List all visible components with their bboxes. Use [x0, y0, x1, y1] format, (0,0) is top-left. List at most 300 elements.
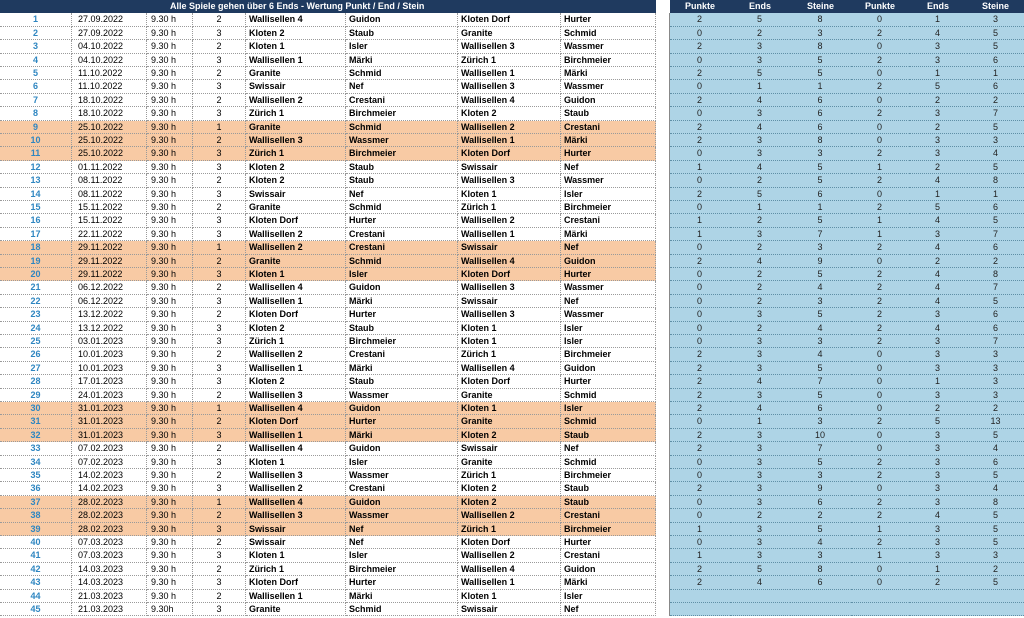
team-2-name[interactable]: Kloten Dorf [458, 536, 561, 549]
team-2-skip[interactable]: Birchmeier [561, 201, 656, 214]
game-date[interactable]: 01.11.2022 [72, 161, 147, 174]
team-2-ends[interactable]: 3 [909, 469, 967, 482]
team-1-punkte[interactable]: 2 [670, 348, 730, 361]
team-2-name[interactable]: Wallisellen 4 [458, 563, 561, 576]
team-1-skip[interactable]: Isler [346, 456, 458, 469]
team-1-skip[interactable]: Wassmer [346, 134, 458, 147]
team-1-steine[interactable] [790, 603, 851, 616]
team-2-name[interactable]: Wallisellen 1 [458, 228, 561, 241]
team-2-ends[interactable]: 3 [909, 147, 967, 160]
team-1-ends[interactable]: 1 [730, 201, 790, 214]
team-2-ends[interactable]: 3 [909, 456, 967, 469]
team-2-steine[interactable]: 6 [967, 308, 1024, 321]
team-1-punkte[interactable]: 0 [670, 496, 730, 509]
team-1-ends[interactable]: 5 [730, 563, 790, 576]
team-2-steine[interactable]: 5 [967, 509, 1024, 522]
team-1-punkte[interactable]: 1 [670, 214, 730, 227]
lane-number[interactable]: 3 [193, 456, 246, 469]
team-2-ends[interactable]: 4 [909, 268, 967, 281]
game-time[interactable]: 9.30 h [147, 523, 193, 536]
game-number[interactable]: 20 [0, 268, 72, 281]
team-2-steine[interactable]: 8 [967, 268, 1024, 281]
team-1-name[interactable]: Wallisellen 3 [246, 509, 346, 522]
team-2-ends[interactable]: 3 [909, 549, 967, 562]
game-time[interactable]: 9.30 h [147, 308, 193, 321]
game-time[interactable]: 9.30 h [147, 188, 193, 201]
team-2-skip[interactable]: Wassmer [561, 80, 656, 93]
team-1-punkte[interactable]: 0 [670, 147, 730, 160]
team-2-punkte[interactable]: 2 [851, 456, 909, 469]
lane-number[interactable]: 2 [193, 469, 246, 482]
lane-number[interactable]: 3 [193, 429, 246, 442]
team-1-steine[interactable]: 8 [790, 563, 851, 576]
team-2-skip[interactable]: Guidon [561, 362, 656, 375]
lane-number[interactable]: 1 [193, 496, 246, 509]
team-2-name[interactable]: Zürich 1 [458, 348, 561, 361]
team-1-ends[interactable]: 2 [730, 174, 790, 187]
game-date[interactable]: 31.01.2023 [72, 415, 147, 428]
game-time[interactable]: 9.30 h [147, 576, 193, 589]
team-2-name[interactable]: Granite [458, 27, 561, 40]
team-1-punkte[interactable]: 2 [670, 402, 730, 415]
team-2-ends[interactable]: 3 [909, 536, 967, 549]
game-date[interactable]: 04.10.2022 [72, 54, 147, 67]
game-date[interactable]: 24.01.2023 [72, 389, 147, 402]
game-time[interactable]: 9.30 h [147, 456, 193, 469]
game-date[interactable]: 10.01.2023 [72, 362, 147, 375]
team-1-punkte[interactable]: 1 [670, 523, 730, 536]
team-2-name[interactable]: Kloten 1 [458, 402, 561, 415]
team-1-steine[interactable]: 5 [790, 456, 851, 469]
team-2-steine[interactable]: 6 [967, 241, 1024, 254]
game-number[interactable]: 19 [0, 255, 72, 268]
game-date[interactable]: 29.11.2022 [72, 268, 147, 281]
team-2-ends[interactable]: 4 [909, 214, 967, 227]
team-1-punkte[interactable]: 0 [670, 174, 730, 187]
lane-number[interactable]: 2 [193, 40, 246, 53]
team-2-ends[interactable]: 4 [909, 281, 967, 294]
game-number[interactable]: 13 [0, 174, 72, 187]
game-date[interactable]: 14.03.2023 [72, 576, 147, 589]
team-1-steine[interactable]: 5 [790, 67, 851, 80]
game-time[interactable]: 9.30 h [147, 13, 193, 26]
team-1-ends[interactable]: 1 [730, 80, 790, 93]
team-1-punkte[interactable]: 2 [670, 13, 730, 26]
team-1-steine[interactable]: 5 [790, 523, 851, 536]
lane-number[interactable]: 3 [193, 80, 246, 93]
game-date[interactable]: 28.02.2023 [72, 509, 147, 522]
team-1-skip[interactable]: Staub [346, 174, 458, 187]
team-1-name[interactable]: Wallisellen 1 [246, 295, 346, 308]
team-2-punkte[interactable]: 0 [851, 13, 909, 26]
team-1-skip[interactable]: Guidon [346, 496, 458, 509]
game-date[interactable]: 29.11.2022 [72, 241, 147, 254]
team-1-punkte[interactable]: 2 [670, 429, 730, 442]
team-1-punkte[interactable]: 2 [670, 389, 730, 402]
team-2-ends[interactable]: 3 [909, 429, 967, 442]
team-1-steine[interactable]: 4 [790, 322, 851, 335]
team-1-name[interactable]: Wallisellen 3 [246, 389, 346, 402]
game-time[interactable]: 9.30 h [147, 429, 193, 442]
team-1-ends[interactable]: 4 [730, 402, 790, 415]
team-1-name[interactable]: Kloten Dorf [246, 308, 346, 321]
team-1-punkte[interactable]: 0 [670, 509, 730, 522]
team-1-skip[interactable]: Guidon [346, 402, 458, 415]
team-2-punkte[interactable]: 2 [851, 80, 909, 93]
team-2-steine[interactable]: 5 [967, 121, 1024, 134]
team-2-ends[interactable]: 1 [909, 13, 967, 26]
team-1-punkte[interactable]: 2 [670, 40, 730, 53]
game-time[interactable]: 9.30 h [147, 268, 193, 281]
game-number[interactable]: 4 [0, 54, 72, 67]
team-2-steine[interactable]: 6 [967, 80, 1024, 93]
team-2-name[interactable]: Wallisellen 4 [458, 255, 561, 268]
game-time[interactable]: 9.30 h [147, 295, 193, 308]
lane-number[interactable]: 3 [193, 161, 246, 174]
game-time[interactable]: 9.30 h [147, 469, 193, 482]
team-1-ends[interactable]: 2 [730, 322, 790, 335]
team-2-ends[interactable]: 2 [909, 161, 967, 174]
team-2-steine[interactable]: 5 [967, 523, 1024, 536]
game-time[interactable]: 9.30 h [147, 348, 193, 361]
team-2-name[interactable]: Kloten 2 [458, 107, 561, 120]
team-2-punkte[interactable]: 1 [851, 214, 909, 227]
team-1-punkte[interactable]: 2 [670, 188, 730, 201]
team-2-name[interactable]: Swissair [458, 295, 561, 308]
team-2-punkte[interactable]: 0 [851, 389, 909, 402]
team-1-ends[interactable]: 3 [730, 429, 790, 442]
team-1-punkte[interactable]: 0 [670, 322, 730, 335]
team-2-ends[interactable]: 3 [909, 348, 967, 361]
game-number[interactable]: 45 [0, 603, 72, 616]
team-2-punkte[interactable]: 0 [851, 188, 909, 201]
team-2-skip[interactable]: Märki [561, 134, 656, 147]
team-2-steine[interactable]: 6 [967, 54, 1024, 67]
game-time[interactable]: 9.30 h [147, 402, 193, 415]
team-1-name[interactable]: Kloten 2 [246, 322, 346, 335]
lane-number[interactable]: 2 [193, 281, 246, 294]
team-1-steine[interactable]: 5 [790, 174, 851, 187]
team-2-punkte[interactable]: 2 [851, 27, 909, 40]
team-1-steine[interactable]: 5 [790, 362, 851, 375]
team-1-ends[interactable]: 3 [730, 107, 790, 120]
game-date[interactable]: 27.09.2022 [72, 27, 147, 40]
team-2-ends[interactable]: 2 [909, 402, 967, 415]
team-2-name[interactable]: Wallisellen 1 [458, 576, 561, 589]
team-1-name[interactable]: Kloten Dorf [246, 214, 346, 227]
team-1-ends[interactable]: 3 [730, 362, 790, 375]
team-2-name[interactable]: Zürich 1 [458, 54, 561, 67]
game-time[interactable]: 9.30 h [147, 54, 193, 67]
team-2-skip[interactable]: Schmid [561, 27, 656, 40]
team-2-steine[interactable]: 7 [967, 281, 1024, 294]
team-2-ends[interactable]: 1 [909, 188, 967, 201]
lane-number[interactable]: 3 [193, 54, 246, 67]
team-1-name[interactable]: Wallisellen 4 [246, 496, 346, 509]
team-2-skip[interactable]: Hurter [561, 375, 656, 388]
game-date[interactable]: 14.03.2023 [72, 563, 147, 576]
team-2-name[interactable]: Wallisellen 1 [458, 134, 561, 147]
game-time[interactable]: 9.30 h [147, 147, 193, 160]
team-2-skip[interactable]: Nef [561, 241, 656, 254]
team-1-steine[interactable]: 4 [790, 348, 851, 361]
team-1-skip[interactable]: Birchmeier [346, 563, 458, 576]
team-2-punkte[interactable]: 0 [851, 94, 909, 107]
lane-number[interactable]: 3 [193, 228, 246, 241]
team-1-name[interactable]: Zürich 1 [246, 147, 346, 160]
team-2-punkte[interactable]: 1 [851, 161, 909, 174]
team-1-punkte[interactable]: 2 [670, 134, 730, 147]
game-time[interactable]: 9.30 h [147, 107, 193, 120]
team-1-skip[interactable]: Schmid [346, 201, 458, 214]
game-number[interactable]: 41 [0, 549, 72, 562]
team-1-punkte[interactable]: 0 [670, 281, 730, 294]
game-number[interactable]: 29 [0, 389, 72, 402]
team-2-punkte[interactable]: 2 [851, 335, 909, 348]
team-1-steine[interactable]: 5 [790, 161, 851, 174]
team-1-ends[interactable]: 3 [730, 456, 790, 469]
team-1-name[interactable]: Wallisellen 2 [246, 228, 346, 241]
team-1-skip[interactable]: Staub [346, 27, 458, 40]
game-number[interactable]: 1 [0, 13, 72, 26]
team-1-punkte[interactable]: 0 [670, 469, 730, 482]
lane-number[interactable]: 2 [193, 94, 246, 107]
team-1-punkte[interactable]: 2 [670, 121, 730, 134]
game-number[interactable]: 15 [0, 201, 72, 214]
team-1-punkte[interactable]: 2 [670, 442, 730, 455]
team-1-skip[interactable]: Isler [346, 268, 458, 281]
team-1-ends[interactable]: 3 [730, 54, 790, 67]
team-1-skip[interactable]: Hurter [346, 308, 458, 321]
team-1-punkte[interactable]: 2 [670, 67, 730, 80]
team-2-name[interactable]: Wallisellen 3 [458, 80, 561, 93]
lane-number[interactable]: 3 [193, 549, 246, 562]
game-number[interactable]: 28 [0, 375, 72, 388]
team-2-skip[interactable]: Guidon [561, 94, 656, 107]
team-1-name[interactable]: Kloten 1 [246, 456, 346, 469]
team-2-punkte[interactable]: 2 [851, 496, 909, 509]
game-time[interactable]: 9.30 h [147, 335, 193, 348]
team-1-steine[interactable]: 8 [790, 134, 851, 147]
team-1-ends[interactable]: 3 [730, 40, 790, 53]
team-1-punkte[interactable]: 0 [670, 456, 730, 469]
team-1-punkte[interactable]: 2 [670, 563, 730, 576]
game-number[interactable]: 12 [0, 161, 72, 174]
team-1-skip[interactable]: Guidon [346, 442, 458, 455]
team-2-punkte[interactable]: 1 [851, 228, 909, 241]
lane-number[interactable]: 3 [193, 362, 246, 375]
game-time[interactable]: 9.30 h [147, 94, 193, 107]
team-2-skip[interactable]: Wassmer [561, 308, 656, 321]
team-2-punkte[interactable]: 0 [851, 375, 909, 388]
team-2-skip[interactable]: Staub [561, 482, 656, 495]
game-time[interactable]: 9.30 h [147, 415, 193, 428]
team-2-name[interactable]: Wallisellen 3 [458, 174, 561, 187]
team-1-ends[interactable]: 4 [730, 161, 790, 174]
lane-number[interactable]: 3 [193, 576, 246, 589]
team-2-punkte[interactable]: 1 [851, 549, 909, 562]
team-1-steine[interactable]: 4 [790, 281, 851, 294]
team-1-name[interactable]: Wallisellen 2 [246, 94, 346, 107]
team-1-steine[interactable]: 5 [790, 54, 851, 67]
col-header-ends-2[interactable]: Ends [909, 0, 967, 13]
game-number[interactable]: 16 [0, 214, 72, 227]
team-1-ends[interactable]: 5 [730, 188, 790, 201]
team-2-punkte[interactable]: 2 [851, 54, 909, 67]
team-1-skip[interactable]: Crestani [346, 94, 458, 107]
team-1-ends[interactable]: 3 [730, 496, 790, 509]
team-2-skip[interactable]: Staub [561, 496, 656, 509]
team-1-ends[interactable]: 3 [730, 549, 790, 562]
team-1-ends[interactable]: 2 [730, 27, 790, 40]
team-2-steine[interactable]: 7 [967, 335, 1024, 348]
game-date[interactable]: 13.12.2022 [72, 322, 147, 335]
team-2-skip[interactable]: Crestani [561, 214, 656, 227]
game-time[interactable]: 9.30 h [147, 375, 193, 388]
team-2-name[interactable]: Swissair [458, 603, 561, 616]
team-1-name[interactable]: Wallisellen 4 [246, 442, 346, 455]
team-1-ends[interactable]: 3 [730, 536, 790, 549]
lane-number[interactable]: 3 [193, 335, 246, 348]
game-number[interactable]: 44 [0, 590, 72, 603]
team-1-ends[interactable]: 4 [730, 375, 790, 388]
lane-number[interactable]: 2 [193, 563, 246, 576]
game-date[interactable]: 18.10.2022 [72, 107, 147, 120]
team-1-name[interactable]: Wallisellen 1 [246, 362, 346, 375]
lane-number[interactable]: 2 [193, 442, 246, 455]
team-1-skip[interactable]: Wassmer [346, 389, 458, 402]
team-2-punkte[interactable]: 2 [851, 308, 909, 321]
team-2-punkte[interactable] [851, 603, 909, 616]
team-1-steine[interactable]: 9 [790, 482, 851, 495]
team-2-skip[interactable]: Märki [561, 576, 656, 589]
team-1-ends[interactable] [730, 590, 790, 603]
team-2-skip[interactable]: Hurter [561, 13, 656, 26]
lane-number[interactable]: 2 [193, 536, 246, 549]
team-1-ends[interactable]: 3 [730, 308, 790, 321]
team-1-punkte[interactable]: 0 [670, 536, 730, 549]
game-time[interactable]: 9.30 h [147, 174, 193, 187]
team-1-ends[interactable]: 4 [730, 94, 790, 107]
team-1-steine[interactable]: 8 [790, 40, 851, 53]
team-1-name[interactable]: Wallisellen 1 [246, 429, 346, 442]
team-1-ends[interactable]: 4 [730, 576, 790, 589]
team-2-skip[interactable]: Staub [561, 107, 656, 120]
team-2-name[interactable]: Wallisellen 3 [458, 281, 561, 294]
team-2-steine[interactable] [967, 590, 1024, 603]
game-date[interactable]: 11.10.2022 [72, 67, 147, 80]
team-2-name[interactable]: Wallisellen 4 [458, 94, 561, 107]
lane-number[interactable]: 3 [193, 107, 246, 120]
game-time[interactable]: 9.30 h [147, 40, 193, 53]
game-number[interactable]: 32 [0, 429, 72, 442]
game-date[interactable]: 15.11.2022 [72, 214, 147, 227]
game-time[interactable]: 9.30 h [147, 27, 193, 40]
team-1-ends[interactable]: 3 [730, 482, 790, 495]
lane-number[interactable]: 3 [193, 482, 246, 495]
team-2-ends[interactable] [909, 590, 967, 603]
team-1-skip[interactable]: Hurter [346, 415, 458, 428]
team-1-name[interactable]: Kloten 1 [246, 268, 346, 281]
team-1-name[interactable]: Kloten 2 [246, 161, 346, 174]
team-2-steine[interactable]: 5 [967, 214, 1024, 227]
game-number[interactable]: 2 [0, 27, 72, 40]
game-time[interactable]: 9.30 h [147, 496, 193, 509]
game-number[interactable]: 9 [0, 121, 72, 134]
team-1-punkte[interactable]: 2 [670, 576, 730, 589]
team-2-steine[interactable]: 6 [967, 201, 1024, 214]
team-2-steine[interactable]: 5 [967, 536, 1024, 549]
team-1-steine[interactable] [790, 590, 851, 603]
team-2-steine[interactable]: 5 [967, 161, 1024, 174]
team-2-ends[interactable]: 3 [909, 107, 967, 120]
team-2-skip[interactable]: Märki [561, 228, 656, 241]
team-1-steine[interactable]: 3 [790, 549, 851, 562]
team-2-name[interactable]: Zürich 1 [458, 201, 561, 214]
team-1-steine[interactable]: 7 [790, 442, 851, 455]
team-1-ends[interactable]: 3 [730, 228, 790, 241]
game-date[interactable]: 28.02.2023 [72, 523, 147, 536]
game-time[interactable]: 9.30 h [147, 590, 193, 603]
game-date[interactable]: 06.12.2022 [72, 295, 147, 308]
team-2-name[interactable]: Wallisellen 2 [458, 121, 561, 134]
team-2-ends[interactable]: 3 [909, 308, 967, 321]
team-2-ends[interactable]: 3 [909, 335, 967, 348]
team-2-ends[interactable] [909, 603, 967, 616]
team-1-name[interactable]: Wallisellen 4 [246, 281, 346, 294]
team-2-name[interactable]: Wallisellen 4 [458, 362, 561, 375]
game-date[interactable]: 07.03.2023 [72, 536, 147, 549]
team-2-steine[interactable]: 5 [967, 295, 1024, 308]
team-2-skip[interactable]: Isler [561, 590, 656, 603]
game-date[interactable]: 03.01.2023 [72, 335, 147, 348]
lane-number[interactable]: 3 [193, 295, 246, 308]
game-date[interactable]: 04.10.2022 [72, 40, 147, 53]
lane-number[interactable]: 3 [193, 322, 246, 335]
team-1-steine[interactable]: 1 [790, 80, 851, 93]
lane-number[interactable]: 2 [193, 348, 246, 361]
team-2-steine[interactable]: 3 [967, 549, 1024, 562]
col-header-punkte-1[interactable]: Punkte [670, 0, 730, 13]
game-date[interactable]: 29.11.2022 [72, 255, 147, 268]
team-2-ends[interactable]: 1 [909, 375, 967, 388]
team-2-name[interactable]: Swissair [458, 161, 561, 174]
team-1-skip[interactable]: Nef [346, 523, 458, 536]
game-date[interactable]: 25.10.2022 [72, 147, 147, 160]
team-1-name[interactable]: Zürich 1 [246, 563, 346, 576]
game-date[interactable]: 07.03.2023 [72, 549, 147, 562]
game-number[interactable]: 23 [0, 308, 72, 321]
team-1-name[interactable]: Swissair [246, 536, 346, 549]
team-2-skip[interactable]: Isler [561, 322, 656, 335]
team-1-ends[interactable]: 2 [730, 509, 790, 522]
team-2-name[interactable]: Kloten 1 [458, 322, 561, 335]
game-time[interactable]: 9.30 h [147, 80, 193, 93]
team-2-ends[interactable]: 3 [909, 134, 967, 147]
game-time[interactable]: 9.30 h [147, 214, 193, 227]
team-2-steine[interactable]: 3 [967, 362, 1024, 375]
team-2-ends[interactable]: 1 [909, 563, 967, 576]
game-number[interactable]: 26 [0, 348, 72, 361]
team-1-steine[interactable]: 7 [790, 228, 851, 241]
team-1-punkte[interactable]: 0 [670, 80, 730, 93]
team-1-name[interactable]: Wallisellen 2 [246, 482, 346, 495]
team-2-ends[interactable]: 2 [909, 576, 967, 589]
game-time[interactable]: 9.30 h [147, 322, 193, 335]
team-2-name[interactable]: Wallisellen 3 [458, 308, 561, 321]
team-2-punkte[interactable]: 2 [851, 201, 909, 214]
team-1-ends[interactable]: 4 [730, 255, 790, 268]
